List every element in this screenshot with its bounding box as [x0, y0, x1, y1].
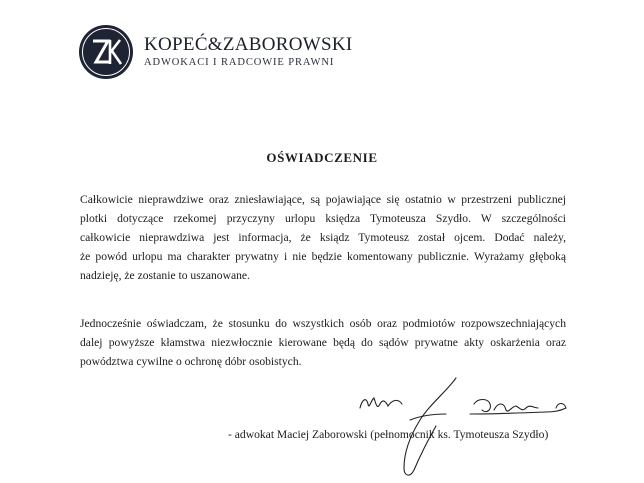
firm-logo — [78, 24, 134, 80]
firm-subtitle: ADWOKACI I RADCOWIE PRAWNI — [144, 57, 335, 69]
signature-attribution: - adwokat Maciej Zaborowski (pełnomocnik ks. Tymoteusza Szydło) — [228, 428, 549, 441]
paragraph-1 — [80, 190, 566, 285]
paragraph-2 — [80, 314, 566, 371]
paragraph-line: że powód urlopu ma charakter prywatny i nie będzie komentowany publicznie. Wyrażamy głęboką — [80, 250, 566, 263]
paragraph-line: całkowicie nieprawdziwa jest informacja, że ksiądz Tymoteusz został ojcem. Dodać należy, — [80, 231, 566, 244]
paragraph-line: Jednocześnie oświadczam, że stosunku do wszystkich osób oraz podmiotów rozpowszechniających — [80, 317, 566, 330]
document-title: OŚWIADCZENIE — [266, 150, 378, 165]
paragraph-line: plotki dotyczące rzekomej przyczyny urlopu księdza Tymoteusza Szydło. W szczególności — [80, 212, 566, 225]
firm-name: KOPEĆ&ZABOROWSKI — [144, 34, 353, 56]
paragraph-line: nadzieję, że zostanie to uszanowane. — [80, 269, 250, 282]
paragraph-line: Całkowicie nieprawdziwe oraz zniesławiające, są pojawiające się ostatnio w przestrzeni publicznej — [80, 193, 566, 206]
paragraph-line: powództwa cywilne o ochronę dóbr osobistych. — [80, 355, 302, 368]
letterhead — [78, 24, 353, 80]
paragraph-line: dalej powyższe kłamstwa niezwłocznie kierowane będą do sądów prywatne akty oskarżenia oraz — [80, 336, 566, 349]
